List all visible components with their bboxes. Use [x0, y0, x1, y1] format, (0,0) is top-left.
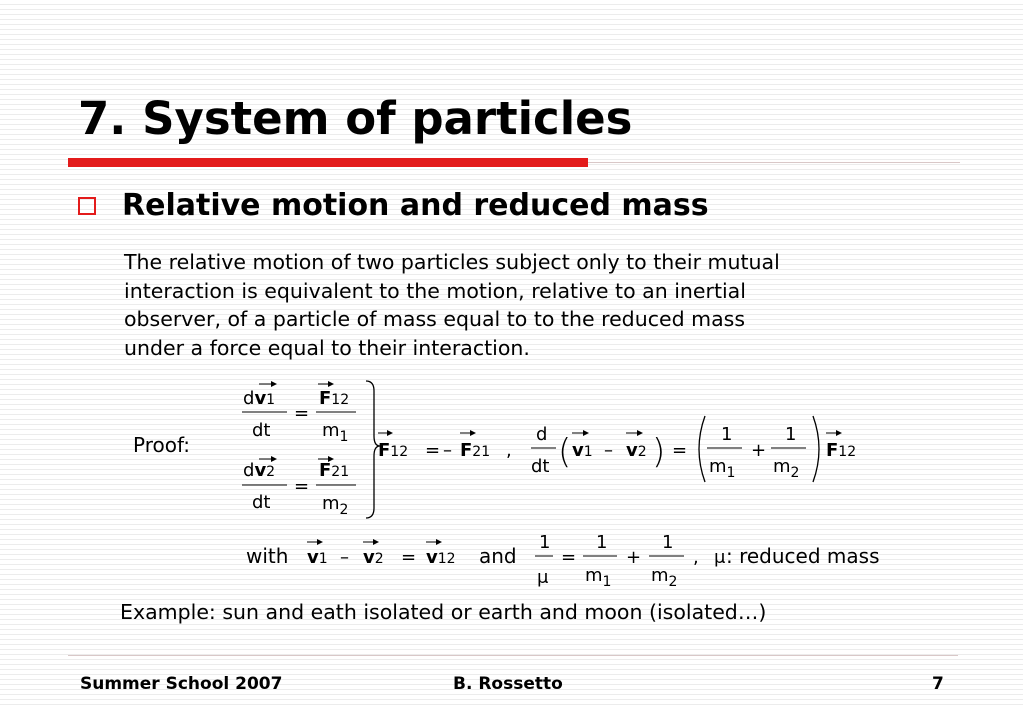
- svg-text:m1: $m_1$: [585, 565, 612, 590]
- svg-text:=: =: [561, 547, 577, 568]
- svg-text:1: 1: [785, 424, 797, 445]
- svg-text:dv2: dv2: [243, 460, 276, 481]
- paragraph-line: observer, of a particle of mass equal to to the reduced mass: [124, 307, 745, 332]
- svg-text:m2: $m_2$: [322, 493, 349, 518]
- svg-text:v1: v1: [572, 440, 593, 461]
- paragraph-line: interaction is equivalent to the motion, relative to an inertial: [124, 278, 746, 303]
- svg-text:F12: F12: [319, 388, 350, 409]
- svg-text:F21: F21: [460, 440, 491, 461]
- svg-text:m1: $m_1$: [322, 420, 349, 445]
- svg-text:=: =: [425, 440, 441, 461]
- paragraph-line: The relative motion of two particles subject only to their mutual: [124, 250, 780, 274]
- svg-text:=: =: [401, 547, 417, 568]
- svg-text:1: 1: [539, 532, 551, 553]
- paragraph-line: under a force equal to their interaction.: [124, 335, 530, 360]
- svg-text:+: +: [751, 440, 767, 461]
- section-heading: Relative motion and reduced mass: [122, 188, 709, 223]
- example-text: Example: sun and eath isolated or earth and moon (isolated…): [120, 600, 767, 624]
- svg-text:m2: $m_2$: [651, 565, 678, 590]
- proof-label: Proof:: [133, 433, 191, 457]
- svg-text:+: +: [626, 547, 642, 568]
- svg-text:dt: dt: [531, 456, 550, 477]
- svg-text:v1: v1: [307, 547, 328, 568]
- svg-text:–: –: [340, 547, 349, 568]
- svg-text:=: =: [294, 476, 310, 497]
- svg-text:1: 1: [596, 532, 608, 553]
- svg-text:v12: v12: [426, 547, 456, 568]
- svg-text:dv1: dv1: [243, 388, 276, 409]
- svg-text:–: –: [443, 440, 452, 461]
- equation-newton-1: [242, 384, 356, 445]
- footer-divider: [68, 655, 958, 656]
- svg-text:1: 1: [662, 532, 674, 553]
- svg-text:d: d: [536, 424, 548, 445]
- svg-text:1: 1: [721, 424, 733, 445]
- svg-text:=: =: [294, 403, 310, 424]
- equation-newton-2: [242, 459, 356, 518]
- slide-title: 7. System of particles: [78, 92, 633, 145]
- footer-author: B. Rossetto: [453, 674, 563, 694]
- svg-text:m2: $m_2$: [773, 456, 800, 481]
- svg-text:dt: dt: [252, 492, 271, 513]
- svg-text:): ): [652, 432, 666, 472]
- svg-text:,: ,: [506, 440, 512, 461]
- svg-text:μ: μ: [537, 567, 549, 588]
- equation-reduced-mass: [246, 532, 880, 590]
- and-label: and: [479, 544, 517, 568]
- svg-text:v2: v2: [626, 440, 647, 461]
- svg-text:–: –: [604, 440, 613, 461]
- svg-text:dt: dt: [252, 420, 271, 441]
- reduced-mass-label: : reduced mass: [726, 544, 880, 568]
- svg-text:(: (: [558, 432, 572, 472]
- svg-text:F12: F12: [826, 440, 857, 461]
- svg-text:m1: $m_1$: [709, 456, 736, 481]
- svg-text:F12: F12: [378, 440, 409, 461]
- svg-text:F21: F21: [319, 460, 350, 481]
- equation-action-reaction: [378, 433, 512, 461]
- footer-event: Summer School 2007: [80, 674, 283, 694]
- svg-text:,: ,: [693, 547, 699, 568]
- with-label: with: [246, 544, 289, 568]
- svg-text:=: =: [672, 440, 688, 461]
- svg-text:μ: μ: [714, 547, 726, 568]
- svg-text:v2: v2: [363, 547, 384, 568]
- footer-page-number: 7: [932, 674, 944, 694]
- equation-relative-motion: [531, 416, 856, 482]
